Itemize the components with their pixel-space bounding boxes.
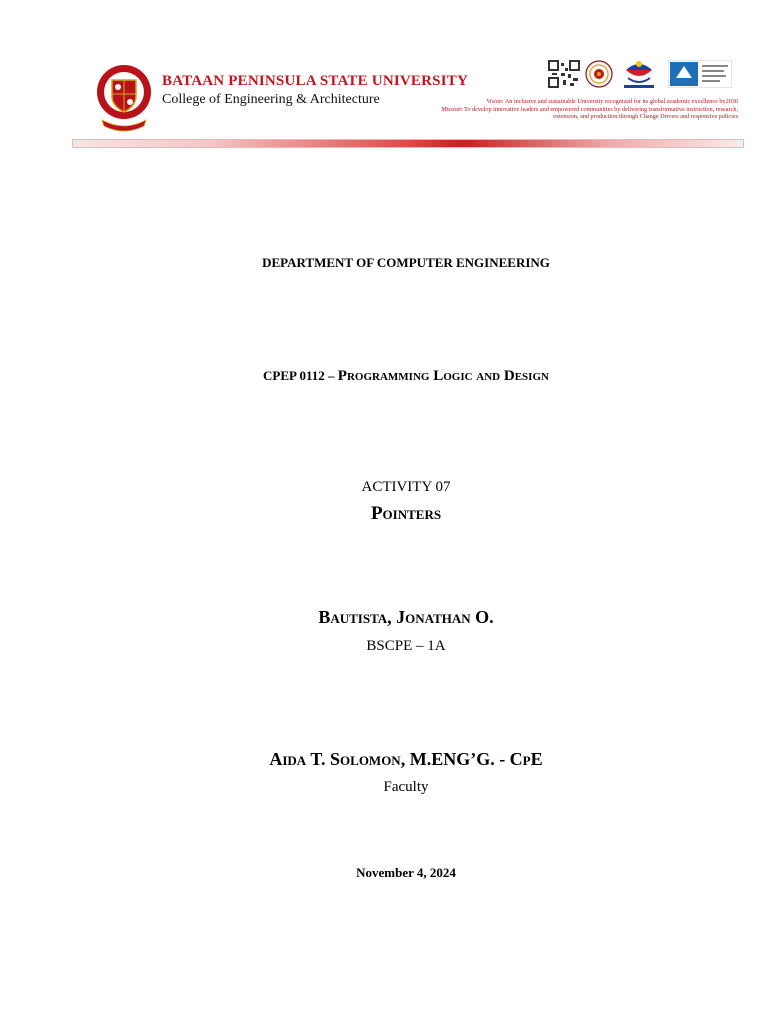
vision-label: Vision (486, 98, 502, 105)
course-title (0, 368, 768, 385)
iso-certification-icon (668, 60, 732, 88)
vision-text: : An inclusive and sustainable University recognized for its global academic excellence by2030 (501, 98, 738, 105)
qr-code-icon (548, 60, 580, 88)
faculty-name: Aida T. Solomon, M.ENG’G. - CpE (269, 749, 543, 769)
header-divider (72, 139, 744, 148)
student-name: Bautista, Jonathan O. (318, 607, 494, 627)
university-name: BATAAN PENINSULA STATE UNIVERSITY (162, 73, 468, 89)
mission-label: Mission (441, 106, 461, 113)
submission-date: November 4, 2024 (356, 865, 456, 880)
mission-statement (438, 106, 738, 121)
student-program: BSCPE – 1A (366, 638, 446, 654)
college-name: College of Engineering & Architecture (162, 92, 380, 107)
vision-statement (438, 98, 738, 106)
certification-seal-icon (585, 60, 613, 88)
faculty-role: Faculty (383, 779, 429, 795)
course-code: CPEP 0112 – (263, 368, 338, 383)
document-header (0, 0, 768, 160)
department-title: DEPARTMENT OF COMPUTER ENGINEERING (262, 255, 550, 270)
mission-text: : To develop innovative leaders and empowered communities by delivering transformative instruction, research, extension, and production through Change Drivers and responsive policies (460, 106, 738, 121)
activity-number: ACTIVITY 07 (361, 479, 451, 495)
university-seal-icon (96, 58, 152, 134)
activity-topic: Pointers (370, 503, 442, 524)
course-name: Programming Logic and Design (337, 368, 549, 384)
bagong-pilipinas-logo-icon (616, 56, 662, 90)
